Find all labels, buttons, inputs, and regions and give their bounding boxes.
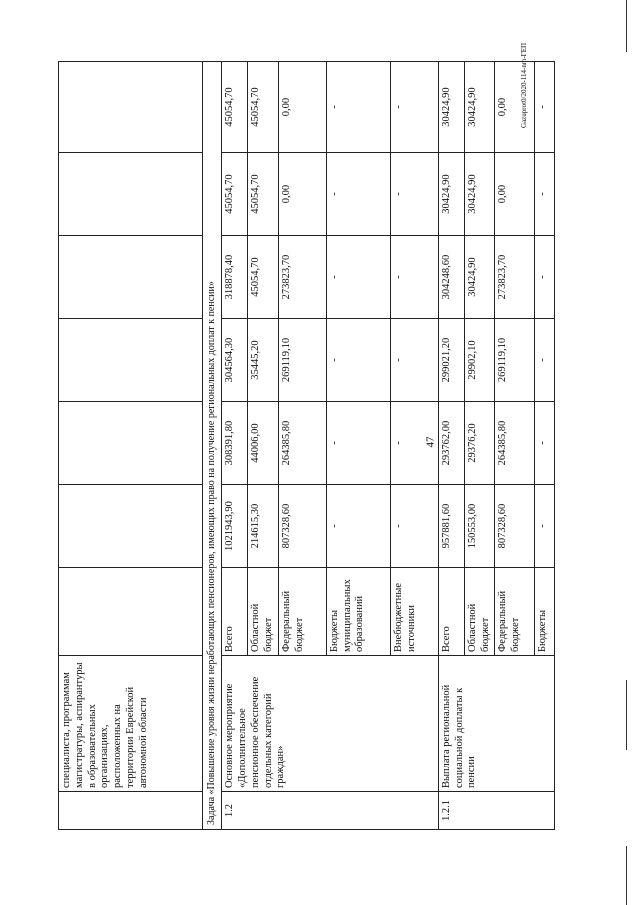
value-cell: -: [535, 62, 555, 153]
source-cell: Всего: [438, 568, 464, 656]
document-code: Gazuprot0/2020-114-nm-ГЕП: [520, 42, 528, 128]
value-cell: -: [326, 153, 390, 236]
value-cell: 30424,90: [438, 153, 464, 236]
continued-text-cell: [59, 656, 203, 792]
value-cell: 45054,70: [248, 153, 279, 236]
table-row: [222, 62, 248, 830]
value-cell: -: [390, 485, 438, 568]
scan-edge-mark: [626, 846, 627, 905]
value-cell: -: [326, 236, 390, 319]
value-cell: 0,00: [278, 62, 326, 153]
source-cell: Внебюджетные источники: [390, 568, 438, 656]
table-row: [438, 62, 464, 830]
value-cell: -: [326, 402, 390, 485]
value-cell: 957881,60: [438, 485, 464, 568]
value-cell: 0,00: [495, 153, 535, 236]
source-cell: Бюджеты: [535, 568, 555, 656]
value-cell: -: [535, 153, 555, 236]
value-cell: 150553,00: [464, 485, 495, 568]
task-title: Задача «Повышение уровня жизни неработающих пенсионеров, имеющих право на получение региональных доплат к пенсии»: [206, 281, 217, 825]
source-cell: Областной бюджет: [248, 568, 279, 656]
value-cell: -: [535, 402, 555, 485]
empty-cell: [59, 319, 203, 402]
empty-cell: [59, 568, 203, 656]
value-cell: 264385,80: [278, 402, 326, 485]
value-cell: 273823,70: [278, 236, 326, 319]
value-cell: 304248,60: [438, 236, 464, 319]
value-cell: -: [390, 62, 438, 153]
value-cell: -: [535, 236, 555, 319]
source-cell: Всего: [222, 568, 248, 656]
value-cell: 30424,90: [464, 236, 495, 319]
value-cell: -: [390, 319, 438, 402]
item-title: Выплата региональной социальной доплаты к пенсии: [438, 656, 555, 792]
value-cell: -: [390, 153, 438, 236]
value-cell: 269119,10: [495, 319, 535, 402]
page-number: 47: [424, 436, 437, 448]
value-cell: 0,00: [495, 62, 535, 153]
item-number: 1.2: [222, 792, 439, 830]
task-row: [203, 62, 222, 830]
value-cell: 807328,60: [495, 485, 535, 568]
table-row: [59, 62, 203, 830]
value-cell: 1021943,90: [222, 485, 248, 568]
task-cell: [203, 62, 222, 830]
source-cell: Федеральный бюджет: [495, 568, 535, 656]
value-cell: 30424,90: [464, 153, 495, 236]
empty-cell: [59, 485, 203, 568]
value-cell: 35445,20: [248, 319, 279, 402]
value-cell: -: [390, 402, 438, 485]
value-cell: 45054,70: [222, 62, 248, 153]
value-cell: -: [535, 319, 555, 402]
empty-cell: [59, 153, 203, 236]
continued-text: специалиста, программам магистратуры, аспирантуры в образовательных организациях, расположенных на территории Еврейской автономной области: [61, 662, 149, 788]
value-cell: 807328,60: [278, 485, 326, 568]
empty-cell: [59, 236, 203, 319]
value-cell: 45054,70: [248, 62, 279, 153]
value-cell: 45054,70: [222, 153, 248, 236]
value-cell: 29902,10: [464, 319, 495, 402]
value-cell: 269119,10: [278, 319, 326, 402]
value-cell: 293762,00: [438, 402, 464, 485]
budget-table: [58, 61, 555, 830]
source-cell: Областной бюджет: [464, 568, 495, 656]
empty-cell: [59, 792, 203, 830]
item-title: Основное мероприятие «Дополнительное пенсионное обеспечение отдельных категорий граждан»: [222, 656, 439, 792]
value-cell: 264385,80: [495, 402, 535, 485]
value-cell: 45054,70: [248, 236, 279, 319]
value-cell: 44006,00: [248, 402, 279, 485]
value-cell: -: [535, 485, 555, 568]
value-cell: -: [326, 319, 390, 402]
value-cell: 273823,70: [495, 236, 535, 319]
value-cell: -: [326, 485, 390, 568]
empty-cell: [59, 62, 203, 153]
value-cell: 304564,30: [222, 319, 248, 402]
value-cell: 308391,80: [222, 402, 248, 485]
value-cell: 214615,30: [248, 485, 279, 568]
item-number: 1.2.1: [438, 792, 555, 830]
empty-cell: [59, 402, 203, 485]
value-cell: 30424,90: [464, 62, 495, 153]
value-cell: -: [390, 236, 438, 319]
scan-edge-mark: [626, 0, 627, 52]
value-cell: 30424,90: [438, 62, 464, 153]
scan-edge-mark: [626, 680, 627, 750]
value-cell: -: [326, 62, 390, 153]
source-cell: Федеральный бюджет: [278, 568, 326, 656]
value-cell: 29376,20: [464, 402, 495, 485]
value-cell: 0,00: [278, 153, 326, 236]
value-cell: 299021,20: [438, 319, 464, 402]
source-cell: Бюджеты муниципальных образований: [326, 568, 390, 656]
value-cell: 318878,40: [222, 236, 248, 319]
